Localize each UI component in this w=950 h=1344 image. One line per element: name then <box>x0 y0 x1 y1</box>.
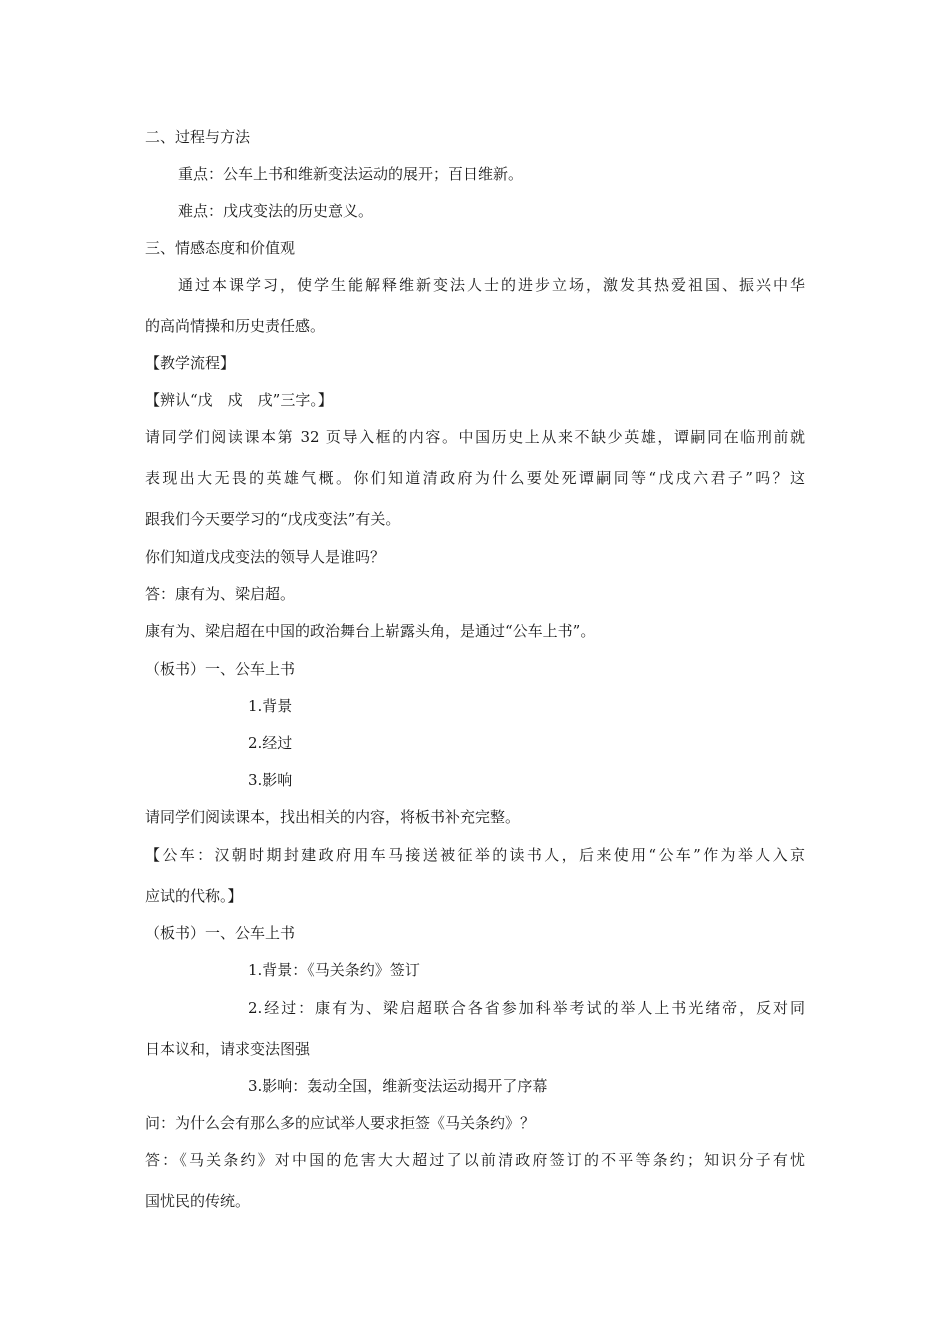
instruction-line: 请同学们阅读课本，找出相关的内容，将板书补充完整。 <box>145 808 521 826</box>
key-point-line: 重点：公车上书和维新变法运动的展开；百日维新。 <box>178 165 524 183</box>
paragraph-line: 康有为、梁启超在中国的政治舞台上崭露头角，是通过“公车上书”。 <box>145 622 596 640</box>
paragraph-line: 请同学们阅读课本第 32 页导入框的内容。中国历史上从来不缺少英雄，谭嗣同在临刑前就 <box>145 428 805 446</box>
section-heading-process-method: 二、过程与方法 <box>145 128 251 146</box>
board-item-impact: 3.影响 <box>248 771 293 789</box>
board-item-impact: 3.影响：轰动全国，维新变法运动揭开了序幕 <box>248 1077 548 1095</box>
paragraph-line: 表现出大无畏的英雄气概。你们知道清政府为什么要处死谭嗣同等“戊戌六君子”吗？这 <box>145 469 805 487</box>
board-heading: （板书）一、公车上书 <box>145 924 296 942</box>
answer-line: 答：《马关条约》对中国的危害大大超过了以前清政府签订的不平等条约；知识分子有忧 <box>145 1151 805 1169</box>
section-heading-character-recognition: 【辨认“戊 戍 戌”三字。】 <box>145 391 333 409</box>
paragraph-line: 的高尚情操和历史责任感。 <box>145 317 326 335</box>
paragraph-line: 跟我们今天要学习的“戊戌变法”有关。 <box>145 510 401 528</box>
question-line: 你们知道戊戌变法的领导人是谁吗？ <box>145 548 386 566</box>
section-heading-attitude-values: 三、情感态度和价值观 <box>145 239 296 257</box>
board-heading: （板书）一、公车上书 <box>145 660 296 678</box>
board-item-process: 2.经过：康有为、梁启超联合各省参加科举考试的举人上书光绪帝，反对同 <box>248 999 805 1017</box>
answer-line: 答：康有为、梁启超。 <box>145 585 296 603</box>
board-item-process-continued: 日本议和，请求变法图强 <box>145 1040 311 1058</box>
question-line: 问：为什么会有那么多的应试举人要求拒签《马关条约》？ <box>145 1114 536 1132</box>
paragraph-line: 通过本课学习，使学生能解释维新变法人士的进步立场，激发其热爱祖国、振兴中华 <box>178 276 805 294</box>
difficult-point-line: 难点：戊戌变法的历史意义。 <box>178 202 374 220</box>
board-item-background: 1.背景 <box>248 697 293 715</box>
section-heading-teaching-flow: 【教学流程】 <box>145 354 236 372</box>
note-line: 应试的代称。】 <box>145 887 243 905</box>
note-line: 【公车：汉朝时期封建政府用车马接送被征举的读书人，后来使用“公车”作为举人入京 <box>145 846 805 864</box>
answer-line: 国忧民的传统。 <box>145 1192 251 1210</box>
board-item-background: 1.背景：《马关条约》签订 <box>248 961 420 979</box>
board-item-process: 2.经过 <box>248 734 293 752</box>
